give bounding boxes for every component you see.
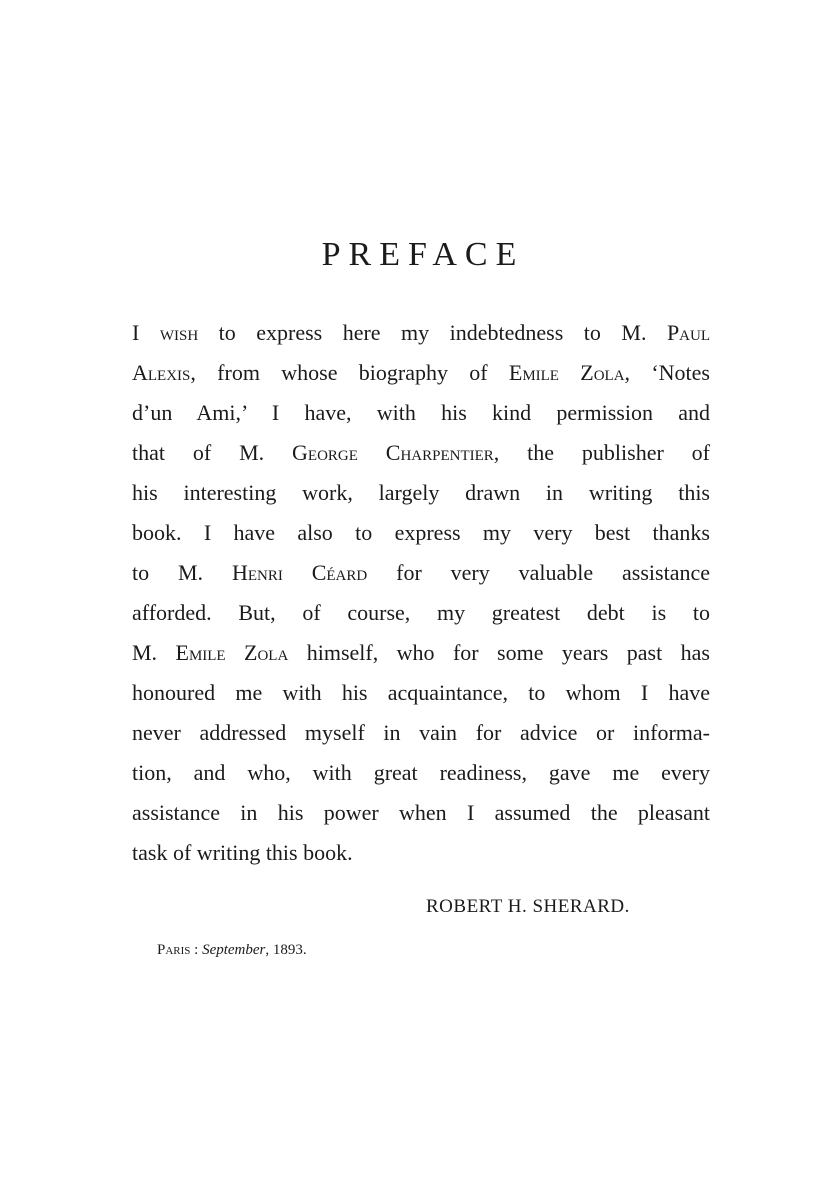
- text-line: [132, 558, 710, 598]
- text-run: his interesting work, largely drawn in writing this: [132, 480, 710, 505]
- text-run: afforded. But, of course, my greatest debt is to: [132, 600, 710, 625]
- text-run: M.: [132, 640, 176, 665]
- text-line: [132, 718, 710, 758]
- text-line: [132, 358, 710, 398]
- text-run: assistance in his power when I assumed the pleasant: [132, 800, 710, 825]
- text-line: [132, 478, 710, 518]
- text-run: book. I have also to express my very best thanks: [132, 520, 710, 545]
- text-run: never addressed myself in vain for advice or informa-: [132, 720, 710, 745]
- text-run: that of M.: [132, 440, 293, 465]
- preface-paragraph: [132, 318, 710, 878]
- author-signature: ROBERT H. SHERARD.: [426, 896, 630, 917]
- dateline-place: Paris: [157, 942, 191, 958]
- small-caps-name: wish: [159, 320, 199, 345]
- text-run: I: [132, 320, 160, 345]
- text-line: [132, 758, 710, 798]
- text-line: [132, 318, 710, 358]
- small-caps-name: Emile Zola: [175, 640, 289, 665]
- small-caps-name: George Charpentier: [292, 440, 494, 465]
- text-line: [132, 678, 710, 718]
- text-line: [132, 638, 710, 678]
- text-run: himself, who for some years past has: [288, 640, 710, 665]
- text-run: to M.: [132, 560, 232, 585]
- text-line: [132, 598, 710, 638]
- text-line: [132, 438, 710, 478]
- text-run: tion, and who, with great readiness, gave me every: [132, 760, 710, 785]
- dateline-month: September: [202, 942, 266, 958]
- text-run: task of writing this book.: [132, 840, 353, 865]
- text-run: , from whose biography of: [190, 360, 509, 385]
- text-line: [132, 518, 710, 558]
- small-caps-name: Alexis: [132, 360, 191, 385]
- text-run: to express here my indebtedness to M.: [198, 320, 667, 345]
- text-line: [132, 398, 710, 438]
- dateline: [157, 942, 307, 959]
- dateline-separator: :: [190, 942, 203, 958]
- small-caps-name: Emile Zola: [508, 360, 625, 385]
- text-run: for very valuable assistance: [367, 560, 710, 585]
- small-caps-name: Paul: [666, 320, 711, 345]
- page-title: PREFACE: [321, 236, 525, 273]
- text-run: , ‘Notes: [624, 360, 710, 385]
- dateline-year: , 1893.: [265, 942, 307, 958]
- text-run: d’un Ami,’ I have, with his kind permission and: [132, 400, 710, 425]
- text-line: [132, 798, 710, 838]
- text-run: , the publisher of: [493, 440, 710, 465]
- text-line: [132, 838, 710, 878]
- small-caps-name: Henri Céard: [231, 560, 368, 585]
- text-run: honoured me with his acquaintance, to whom I have: [132, 680, 710, 705]
